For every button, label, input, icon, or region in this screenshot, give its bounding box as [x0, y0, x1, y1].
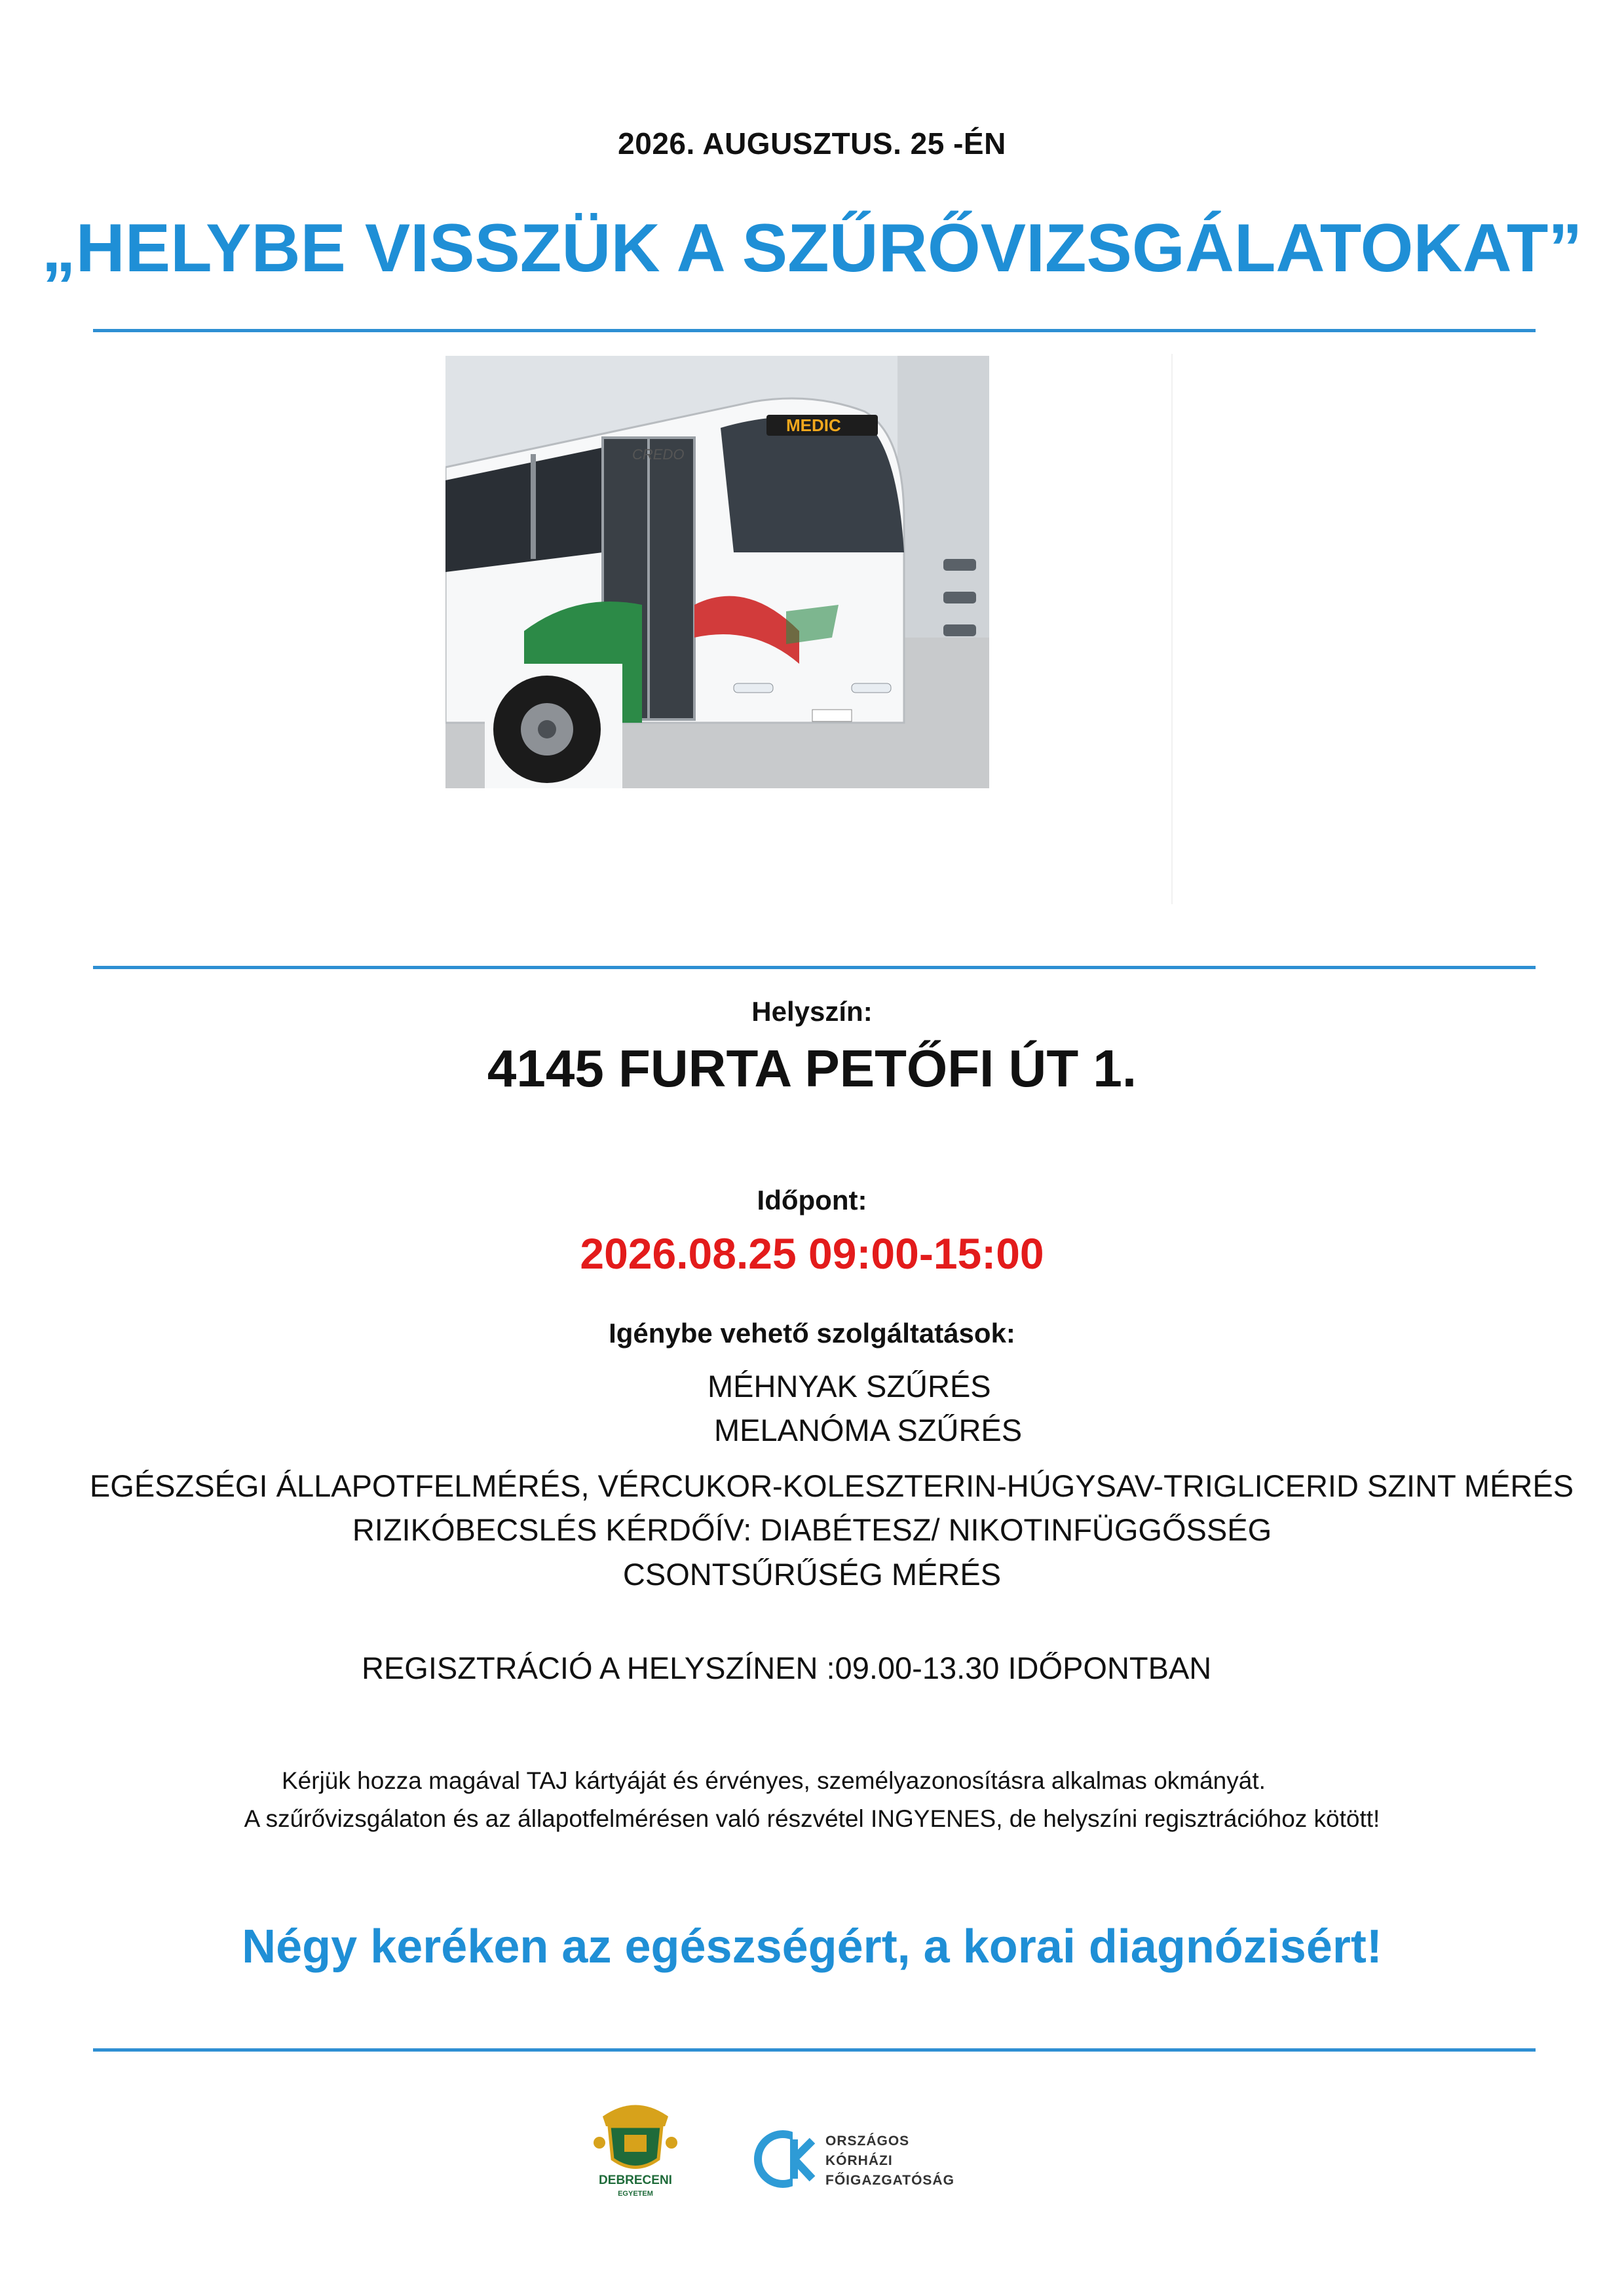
bus-brand-text: CREDO	[632, 446, 685, 463]
okfo-logo-text: FŐIGAZGATÓSÁG	[825, 2173, 954, 2188]
page-title: „HELYBE VISSZÜK A SZŰRŐVIZSGÁLATOKAT”	[41, 210, 1583, 286]
appointment-label: Időpont:	[757, 1185, 867, 1215]
service-item: EGÉSZSÉGI ÁLLAPOTFELMÉRÉS, VÉRCUKOR-KOLESZTERIN-HÚGYSAV-TRIGLICERID SZINT MÉRÉS	[89, 1468, 1574, 1503]
university-crest-icon	[593, 2097, 678, 2175]
divider-bottom	[93, 2048, 1536, 2052]
bus-illustration	[445, 356, 989, 788]
okfo-logo-text: KÓRHÁZI	[825, 2153, 893, 2168]
university-logo-text: DEBRECENI	[599, 2173, 672, 2187]
destination-sign-text: MEDIC	[786, 415, 841, 435]
slogan: Négy keréken az egészségért, a korai diagnózisért!	[242, 1921, 1382, 1973]
service-item: RIZIKÓBECSLÉS KÉRDŐÍV: DIABÉTESZ/ NIKOTINFÜGGŐSSÉG	[352, 1512, 1272, 1547]
note-line: Kérjük hozza magával TAJ kártyáját és érvényes, személyazonosításra alkalmas okmányát.	[282, 1767, 1266, 1794]
okfo-emblem-icon	[753, 2126, 819, 2192]
university-logo-text: EGYETEM	[618, 2190, 653, 2198]
divider-top	[93, 329, 1536, 332]
location-label: Helyszín:	[751, 996, 873, 1027]
registration-info: REGISZTRÁCIÓ A HELYSZÍNEN :09.00-13.30 IDŐPONTBAN	[362, 1651, 1212, 1685]
appointment-time: 2026.08.25 09:00-15:00	[580, 1229, 1044, 1278]
service-item: MELANÓMA SZŰRÉS	[714, 1413, 1023, 1447]
event-date-line: 2026. AUGUSZTUS. 25 -ÉN	[618, 126, 1006, 161]
note-line: A szűrővizsgálaton és az állapotfelmérésen való részvétel INGYENES, de helyszíni regisztrációhoz kötött!	[244, 1805, 1380, 1832]
location-address: 4145 FURTA PETŐFI ÚT 1.	[487, 1039, 1137, 1098]
divider-middle	[93, 966, 1536, 969]
okfo-logo-text: ORSZÁGOS	[825, 2133, 910, 2149]
service-item: MÉHNYAK SZŰRÉS	[708, 1369, 991, 1404]
faint-divider	[1171, 354, 1173, 904]
bus-photo	[445, 356, 989, 788]
okfo-logo	[753, 2126, 976, 2198]
services-label: Igénybe vehető szolgáltatások:	[609, 1318, 1015, 1349]
university-logo	[593, 2097, 678, 2202]
service-item: CSONTSŰRŰSÉG MÉRÉS	[622, 1557, 1002, 1592]
